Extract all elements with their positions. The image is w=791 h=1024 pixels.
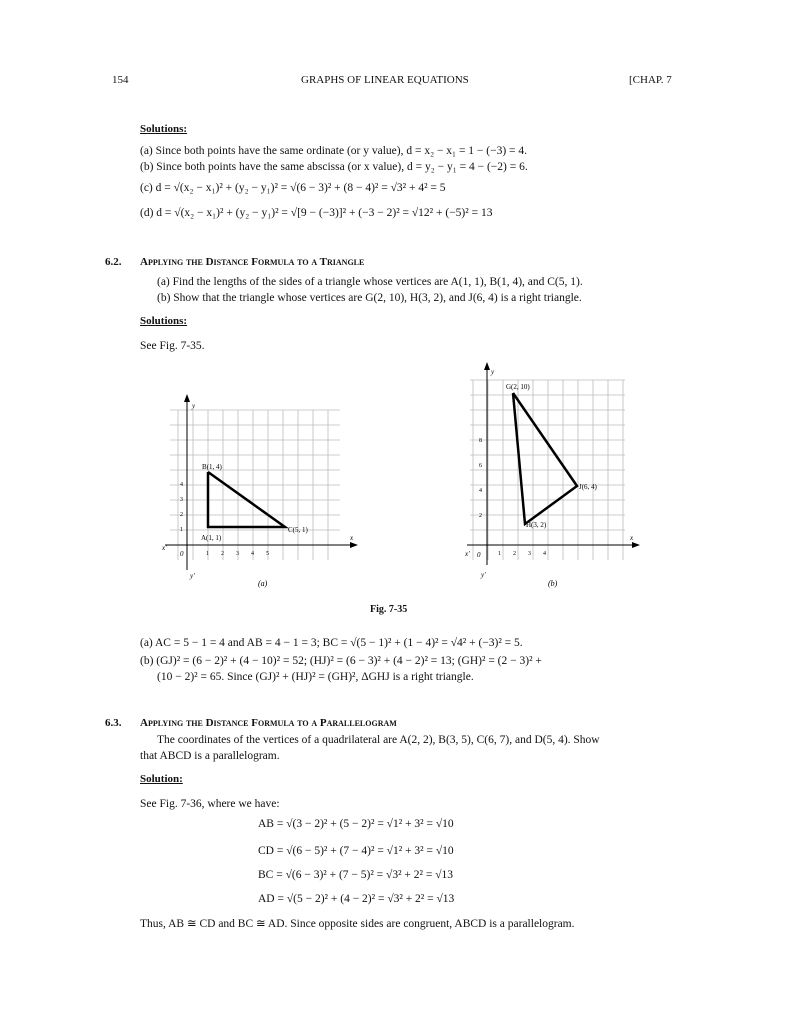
- see-figure-7-35: See Fig. 7-35.: [140, 340, 205, 352]
- solution-d: (d) d = √(x₂ − x₁)² + (y₂ − y₁)² = √[9 − (−3)]² + (−3 − 2)² = √12² + (−5)² = 13: [140, 207, 493, 219]
- solutions-heading-6-2: Solutions:: [140, 315, 188, 327]
- x-tick-a-3: 3: [236, 551, 239, 557]
- caption-a: (a): [258, 579, 268, 588]
- problem-6-2-a: (a) Find the lengths of the sides of a triangle whose vertices are A(1, 1), B(1, 4), and C(5, 1).: [157, 276, 583, 288]
- label-a-1-1: A(1, 1): [201, 534, 222, 542]
- solution-a: (a) Since both points have the same ordinate (or y value), d = x₂ − x₁ = 1 − (−3) = 4.: [140, 145, 528, 157]
- x-tick-b-3: 3: [528, 551, 531, 557]
- y-tick-b-6: 6: [479, 463, 482, 469]
- x-arrow-b: [632, 542, 640, 548]
- x-prime-label-b: x′: [465, 550, 470, 558]
- answer-6-2-b-line1: (b) (GJ)² = (6 − 2)² + (4 − 10)² = 52; (HJ)² = (6 − 3)² + (4 − 2)² = 13; (GH)² = (2 − 3)² +: [140, 655, 542, 667]
- x-tick-b-1: 1: [498, 551, 501, 557]
- x-tick-a-1: 1: [206, 551, 209, 557]
- y-tick-b-2: 2: [479, 513, 482, 519]
- y-tick-b-4: 4: [479, 488, 482, 494]
- equation-ab: AB = √(3 − 2)² + (5 − 2)² = √1² + 3² = √10: [258, 818, 454, 830]
- y-prime-label-a: y′: [190, 572, 195, 580]
- x-tick-b-4: 4: [543, 551, 546, 557]
- y-tick-a-4: 4: [180, 482, 183, 488]
- x-tick-a-5: 5: [266, 551, 269, 557]
- x-tick-a-2: 2: [221, 551, 224, 557]
- solution-c: (c) d = √(x₂ − x₁)² + (y₂ − y₁)² = √(6 − 3)² + (8 − 4)² = √3² + 4² = 5: [140, 182, 446, 194]
- equation-bc: BC = √(6 − 3)² + (7 − 5)² = √3² + 2² = √13: [258, 869, 454, 881]
- solutions-heading: Solutions:: [140, 123, 188, 135]
- answer-6-2-b-line2: (10 − 2)² = 65. Since (GJ)² + (HJ)² = (GH)², ΔGHJ is a right triangle.: [157, 671, 474, 683]
- triangle-ghj: [513, 393, 577, 524]
- caption-b: (b): [548, 579, 558, 588]
- equation-cd: CD = √(6 − 5)² + (7 − 4)² = √1² + 3² = √10: [258, 845, 454, 857]
- equation-ad: AD = √(5 − 2)² + (4 − 2)² = √3² + 2² = √13: [258, 893, 455, 905]
- y-tick-b-8: 8: [479, 438, 482, 444]
- problem-title-6-3: Applying the Distance Formula to a Parallelogram: [140, 717, 397, 729]
- x-tick-b-2: 2: [513, 551, 516, 557]
- x-tick-a-4: 4: [251, 551, 254, 557]
- problem-number-6-2: 6.2.: [105, 256, 122, 268]
- grid-b: [470, 380, 625, 560]
- label-h-3-2: H(3, 2): [526, 521, 547, 529]
- y-tick-a-3: 3: [180, 497, 183, 503]
- solution-heading-6-3: Solution:: [140, 773, 183, 785]
- y-arrow-b: [484, 362, 490, 370]
- answer-6-2-a: (a) AC = 5 − 1 = 4 and AB = 4 − 1 = 3; BC = √(5 − 1)² + (1 − 4)² = √4² + (−3)² = 5.: [140, 637, 523, 649]
- figure-7-35-b: [465, 360, 640, 595]
- running-title: GRAPHS OF LINEAR EQUATIONS: [301, 74, 469, 86]
- problem-6-3-line1: The coordinates of the vertices of a quadrilateral are A(2, 2), B(3, 5), C(6, 7), and D(5, 4). Show: [157, 734, 600, 746]
- origin-b: 0: [477, 551, 481, 559]
- y-label-b: y: [491, 368, 495, 376]
- solution-b: (b) Since both points have the same abscissa (or x value), d = y₂ − y₁ = 4 − (−2) = 6.: [140, 161, 528, 173]
- label-b-1-4: B(1, 4): [202, 463, 222, 471]
- y-tick-a-1: 1: [180, 527, 183, 533]
- figure-7-35-a: [160, 390, 360, 590]
- chapter-label: [CHAP. 7: [629, 74, 672, 86]
- page-number: 154: [112, 74, 129, 86]
- x-arrow-a: [350, 542, 358, 548]
- see-figure-7-36: See Fig. 7-36, where we have:: [140, 798, 280, 810]
- x-label-b: x: [630, 534, 634, 542]
- origin-a: 0: [180, 550, 184, 558]
- y-prime-label-b: y′: [481, 571, 486, 579]
- problem-6-2-b: (b) Show that the triangle whose vertices are G(2, 10), H(3, 2), and J(6, 4) is a right triangle.: [157, 292, 582, 304]
- triangle-abc: [208, 472, 285, 527]
- problem-number-6-3: 6.3.: [105, 717, 122, 729]
- x-prime-label-a: x′: [162, 544, 167, 552]
- y-tick-a-2: 2: [180, 512, 183, 518]
- grid-a: [170, 410, 340, 560]
- label-g-2-10: G(2, 10): [506, 383, 530, 391]
- problem-title-6-2: Applying the Distance Formula to a Triangle: [140, 256, 365, 268]
- y-label-a: y: [192, 402, 196, 410]
- label-c-5-1: C(5, 1): [288, 526, 308, 534]
- label-j-6-4: J(6, 4): [579, 483, 597, 491]
- figure-caption-7-35: Fig. 7-35: [370, 604, 408, 615]
- y-arrow-a: [184, 394, 190, 402]
- conclusion-6-3: Thus, AB ≅ CD and BC ≅ AD. Since opposite sides are congruent, ABCD is a parallelogram.: [140, 918, 575, 930]
- x-label-a: x: [350, 534, 354, 542]
- problem-6-3-line2: that ABCD is a parallelogram.: [140, 750, 280, 762]
